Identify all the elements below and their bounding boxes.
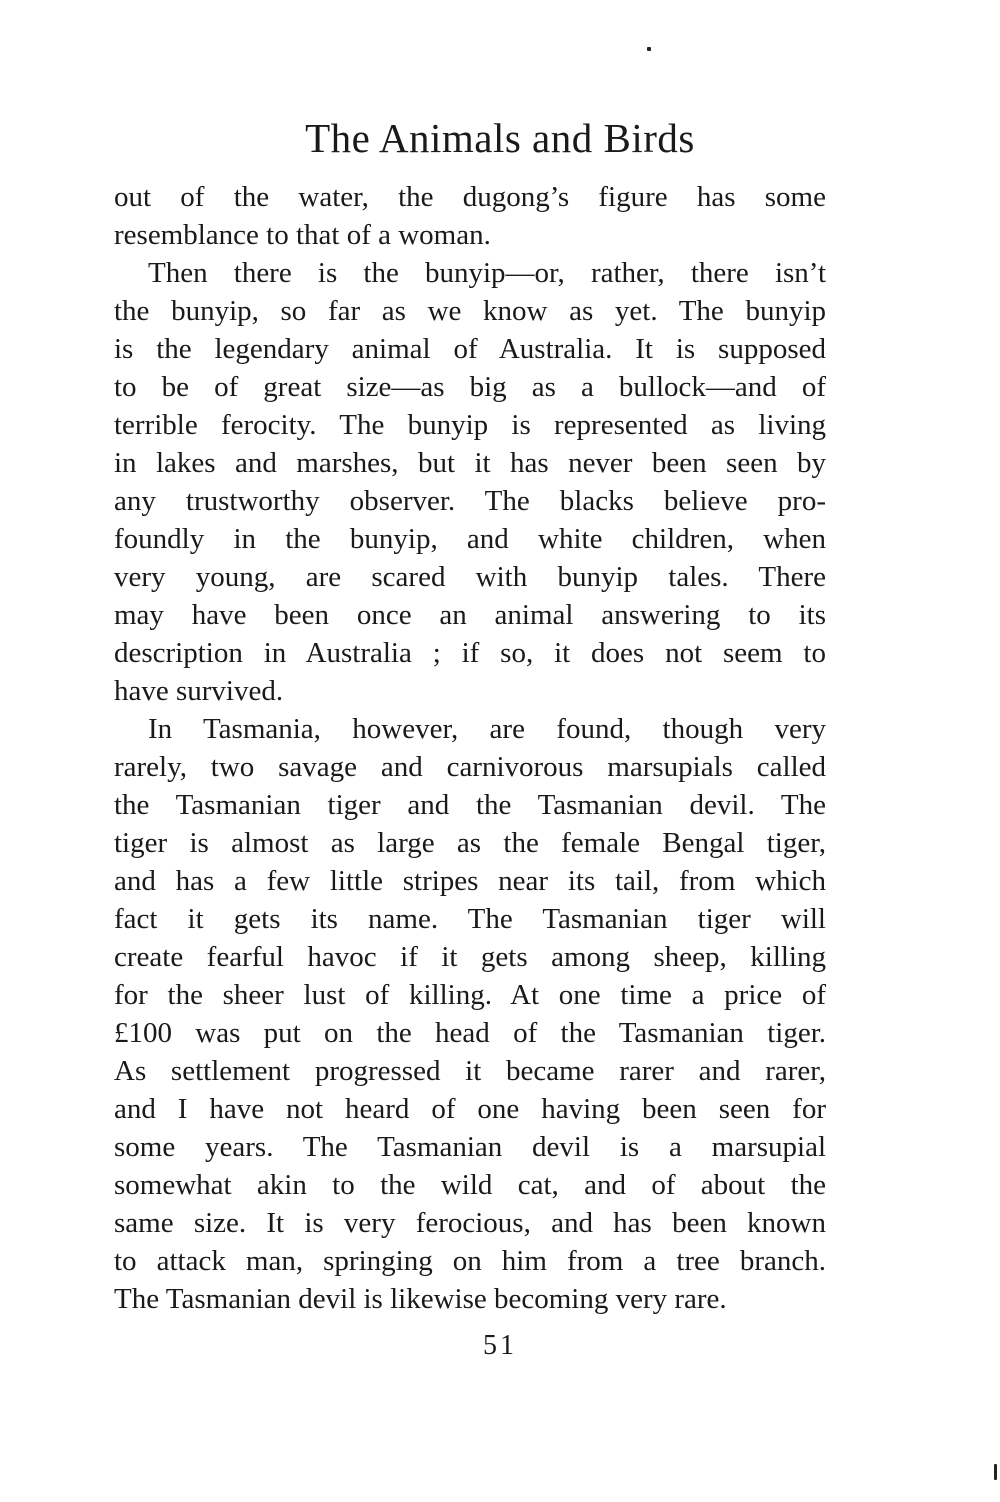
text-line: for the sheer lust of killing. At one time a price of	[114, 979, 826, 1011]
text-line: rarely, two savage and carnivorous marsupials called	[114, 751, 826, 783]
paragraph	[114, 178, 826, 254]
text-line: As settlement progressed it became rarer and rarer,	[114, 1055, 826, 1087]
text-line: Then there is the bunyip—or, rather, there isn’t	[148, 257, 826, 289]
text-line: and has a few little stripes near its tail, from which	[114, 865, 826, 897]
text-line: have survived.	[114, 675, 284, 707]
paragraph	[114, 710, 826, 1318]
text-line: is the legendary animal of Australia. It is supposed	[114, 333, 826, 365]
text-line: the bunyip, so far as we know as yet. The bunyip	[114, 295, 826, 327]
print-speck	[994, 1464, 997, 1480]
body-text	[114, 178, 826, 1318]
text-line: and I have not heard of one having been seen for	[114, 1093, 826, 1125]
text-line: In Tasmania, however, are found, though very	[148, 713, 826, 745]
text-line: the Tasmanian tiger and the Tasmanian devil. The	[114, 789, 826, 821]
text-line: foundly in the bunyip, and white children, when	[114, 523, 826, 555]
text-line: to be of great size—as big as a bullock—and of	[114, 371, 826, 403]
text-line: create fearful havoc if it gets among sheep, killing	[114, 941, 826, 973]
text-line: any trustworthy observer. The blacks believe pro-	[114, 485, 826, 517]
text-line: terrible ferocity. The bunyip is represented as living	[114, 409, 826, 441]
running-head: The Animals and Birds	[305, 115, 695, 161]
text-line: description in Australia ; if so, it does not seem to	[114, 637, 826, 669]
print-speck	[647, 47, 651, 51]
text-line: £100 was put on the head of the Tasmanian tiger.	[114, 1017, 826, 1049]
text-line: some years. The Tasmanian devil is a marsupial	[114, 1131, 826, 1163]
text-line: same size. It is very ferocious, and has been known	[114, 1207, 826, 1239]
text-line: may have been once an animal answering to its	[114, 599, 826, 631]
text-line: out of the water, the dugong’s figure has some	[114, 181, 826, 213]
text-line: tiger is almost as large as the female Bengal tiger,	[114, 827, 826, 859]
text-line: resemblance to that of a woman.	[114, 219, 491, 251]
text-line: somewhat akin to the wild cat, and of about the	[114, 1169, 826, 1201]
text-line: in lakes and marshes, but it has never been seen by	[114, 447, 826, 479]
paragraph	[114, 254, 826, 710]
text-line: The Tasmanian devil is likewise becoming very rare.	[114, 1283, 727, 1315]
text-line: very young, are scared with bunyip tales. There	[114, 561, 826, 593]
page-number: 51	[483, 1330, 517, 1361]
text-line: fact it gets its name. The Tasmanian tiger will	[114, 903, 826, 935]
text-line: to attack man, springing on him from a tree branch.	[114, 1245, 826, 1277]
